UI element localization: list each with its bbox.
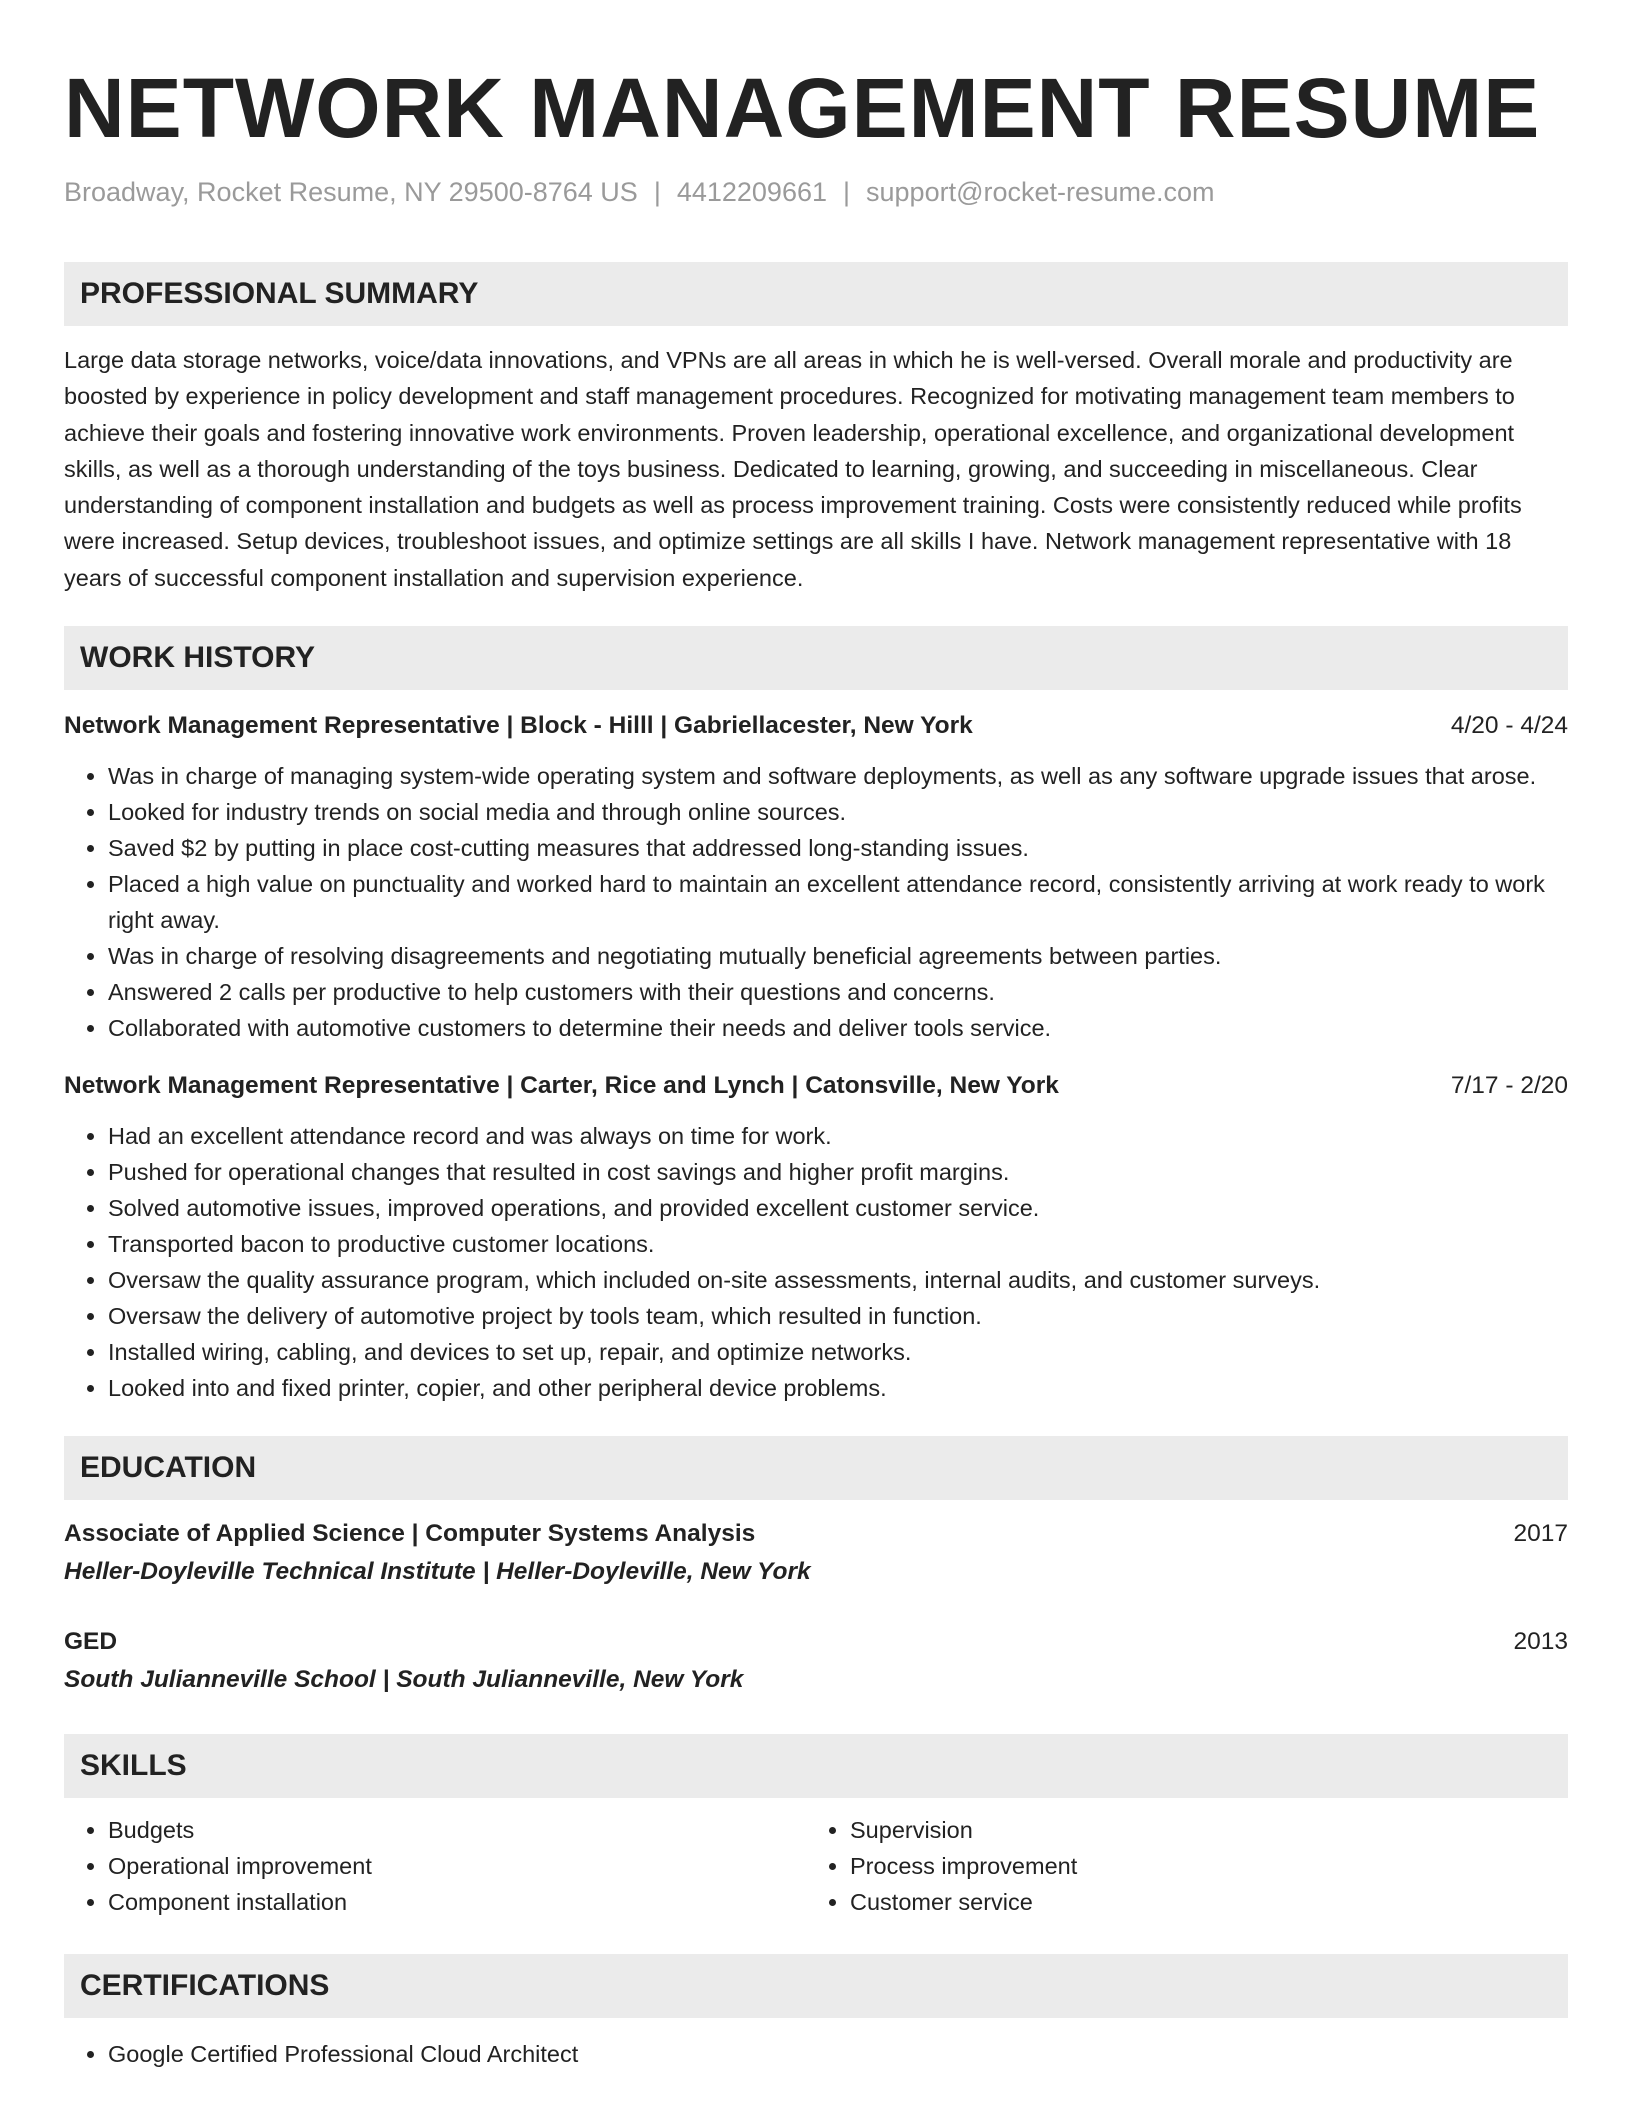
certifications-list	[64, 2036, 1568, 2072]
skills-column-right	[806, 1812, 1548, 1920]
job-header	[64, 1068, 1568, 1104]
certification-item: • Google Certified Professional Cloud Architect	[108, 2036, 1568, 2072]
contact-address: Broadway, Rocket Resume, NY 29500-8764 US	[64, 177, 638, 207]
skill-item: • Supervision	[850, 1812, 1548, 1848]
education-degree: Associate of Applied Science | Computer Systems Analysis	[64, 1520, 756, 1548]
skills-column-left	[64, 1812, 806, 1920]
education-entry	[64, 1624, 1568, 1700]
job-bullet: • Oversaw the quality assurance program, which included on-site assessments, internal audits, and customer surveys.	[108, 1262, 1568, 1298]
job-title: Network Management Representative | Carter, Rice and Lynch | Catonsville, New York	[64, 1072, 1059, 1100]
contact-phone: 4412209661	[676, 177, 827, 207]
skill-item: • Operational improvement	[108, 1848, 806, 1884]
education-school: Heller-Doyleville Technical Institute | Heller-Doyleville, New York	[64, 1558, 811, 1586]
job-bullets	[64, 758, 1568, 1046]
job-dates: 7/17 - 2/20	[1450, 1072, 1568, 1100]
section-heading-skills: SKILLS	[64, 1734, 1568, 1798]
job-dates: 4/20 - 4/24	[1450, 712, 1568, 740]
section-heading-education: EDUCATION	[64, 1436, 1568, 1500]
job-entry	[64, 1068, 1568, 1406]
job-bullet: • Pushed for operational changes that resulted in cost savings and higher profit margins.	[108, 1154, 1568, 1190]
job-bullet: • Had an excellent attendance record and was always on time for work.	[108, 1118, 1568, 1154]
skills-list	[64, 1812, 1568, 1920]
job-title: Network Management Representative | Block - Hilll | Gabriellacester, New York	[64, 712, 973, 740]
contact-separator: |	[843, 177, 851, 207]
job-bullet: • Solved automotive issues, improved operations, and provided excellent customer service.	[108, 1190, 1568, 1226]
skill-item: • Process improvement	[850, 1848, 1548, 1884]
contact-email: support@rocket-resume.com	[866, 177, 1215, 207]
section-heading-work-history: WORK HISTORY	[64, 626, 1568, 690]
job-header	[64, 708, 1568, 744]
job-bullets	[64, 1118, 1568, 1406]
job-bullet: • Saved $2 by putting in place cost-cutting measures that addressed long-standing issues.	[108, 830, 1568, 866]
job-bullet: • Transported bacon to productive customer locations.	[108, 1226, 1568, 1262]
job-bullet: • Placed a high value on punctuality and worked hard to maintain an excellent attendance record, consistently arriving at work ready to work right away.	[108, 866, 1568, 938]
education-header	[64, 1624, 1568, 1660]
contact-line	[64, 174, 1568, 210]
resume-title: NETWORK MANAGEMENT RESUME	[64, 61, 1541, 155]
summary-text: Large data storage networks, voice/data innovations, and VPNs are all areas in which he is well-versed. Overall morale and productivity are boosted by experience in policy development and staff management procedures. Recognized for motivating management team members to achieve their goals and fostering innovative work environments. Proven leadership, operational excellence, and organizational development skills, as well as a thorough understanding of the toys business. Dedicated to learning, growing, and succeeding in miscellaneous. Clear understanding of component installation and budgets as well as process improvement training. Costs were consistently reduced while profits were increased. Setup devices, troubleshoot issues, and optimize settings are all skills I have. Network management representative with 18 years of successful component installation and supervision experience.	[64, 347, 1522, 591]
job-bullet: • Was in charge of managing system-wide operating system and software deployments, as well as any software upgrade issues that arose.	[108, 758, 1568, 794]
job-bullet: • Looked into and fixed printer, copier, and other peripheral device problems.	[108, 1370, 1568, 1406]
education-entry	[64, 1516, 1568, 1592]
contact-separator: |	[653, 177, 661, 207]
job-bullet: • Installed wiring, cabling, and devices to set up, repair, and optimize networks.	[108, 1334, 1568, 1370]
education-header	[64, 1516, 1568, 1552]
job-entry	[64, 708, 1568, 1046]
section-heading-summary: PROFESSIONAL SUMMARY	[64, 262, 1568, 326]
job-bullet: • Oversaw the delivery of automotive project by tools team, which resulted in function.	[108, 1298, 1568, 1334]
skill-item: • Component installation	[108, 1884, 806, 1920]
education-year: 2013	[1513, 1628, 1568, 1656]
job-bullet: • Collaborated with automotive customers to determine their needs and deliver tools service.	[108, 1010, 1568, 1046]
skill-item: • Customer service	[850, 1884, 1548, 1920]
job-bullet: • Was in charge of resolving disagreements and negotiating mutually beneficial agreements between parties.	[108, 938, 1568, 974]
section-heading-certifications: CERTIFICATIONS	[64, 1954, 1568, 2018]
education-year: 2017	[1513, 1520, 1568, 1548]
skill-item: • Budgets	[108, 1812, 806, 1848]
education-school: South Julianneville School | South Julianneville, New York	[64, 1666, 744, 1694]
job-bullet: • Looked for industry trends on social media and through online sources.	[108, 794, 1568, 830]
job-bullet: • Answered 2 calls per productive to help customers with their questions and concerns.	[108, 974, 1568, 1010]
education-degree: GED	[64, 1628, 118, 1656]
